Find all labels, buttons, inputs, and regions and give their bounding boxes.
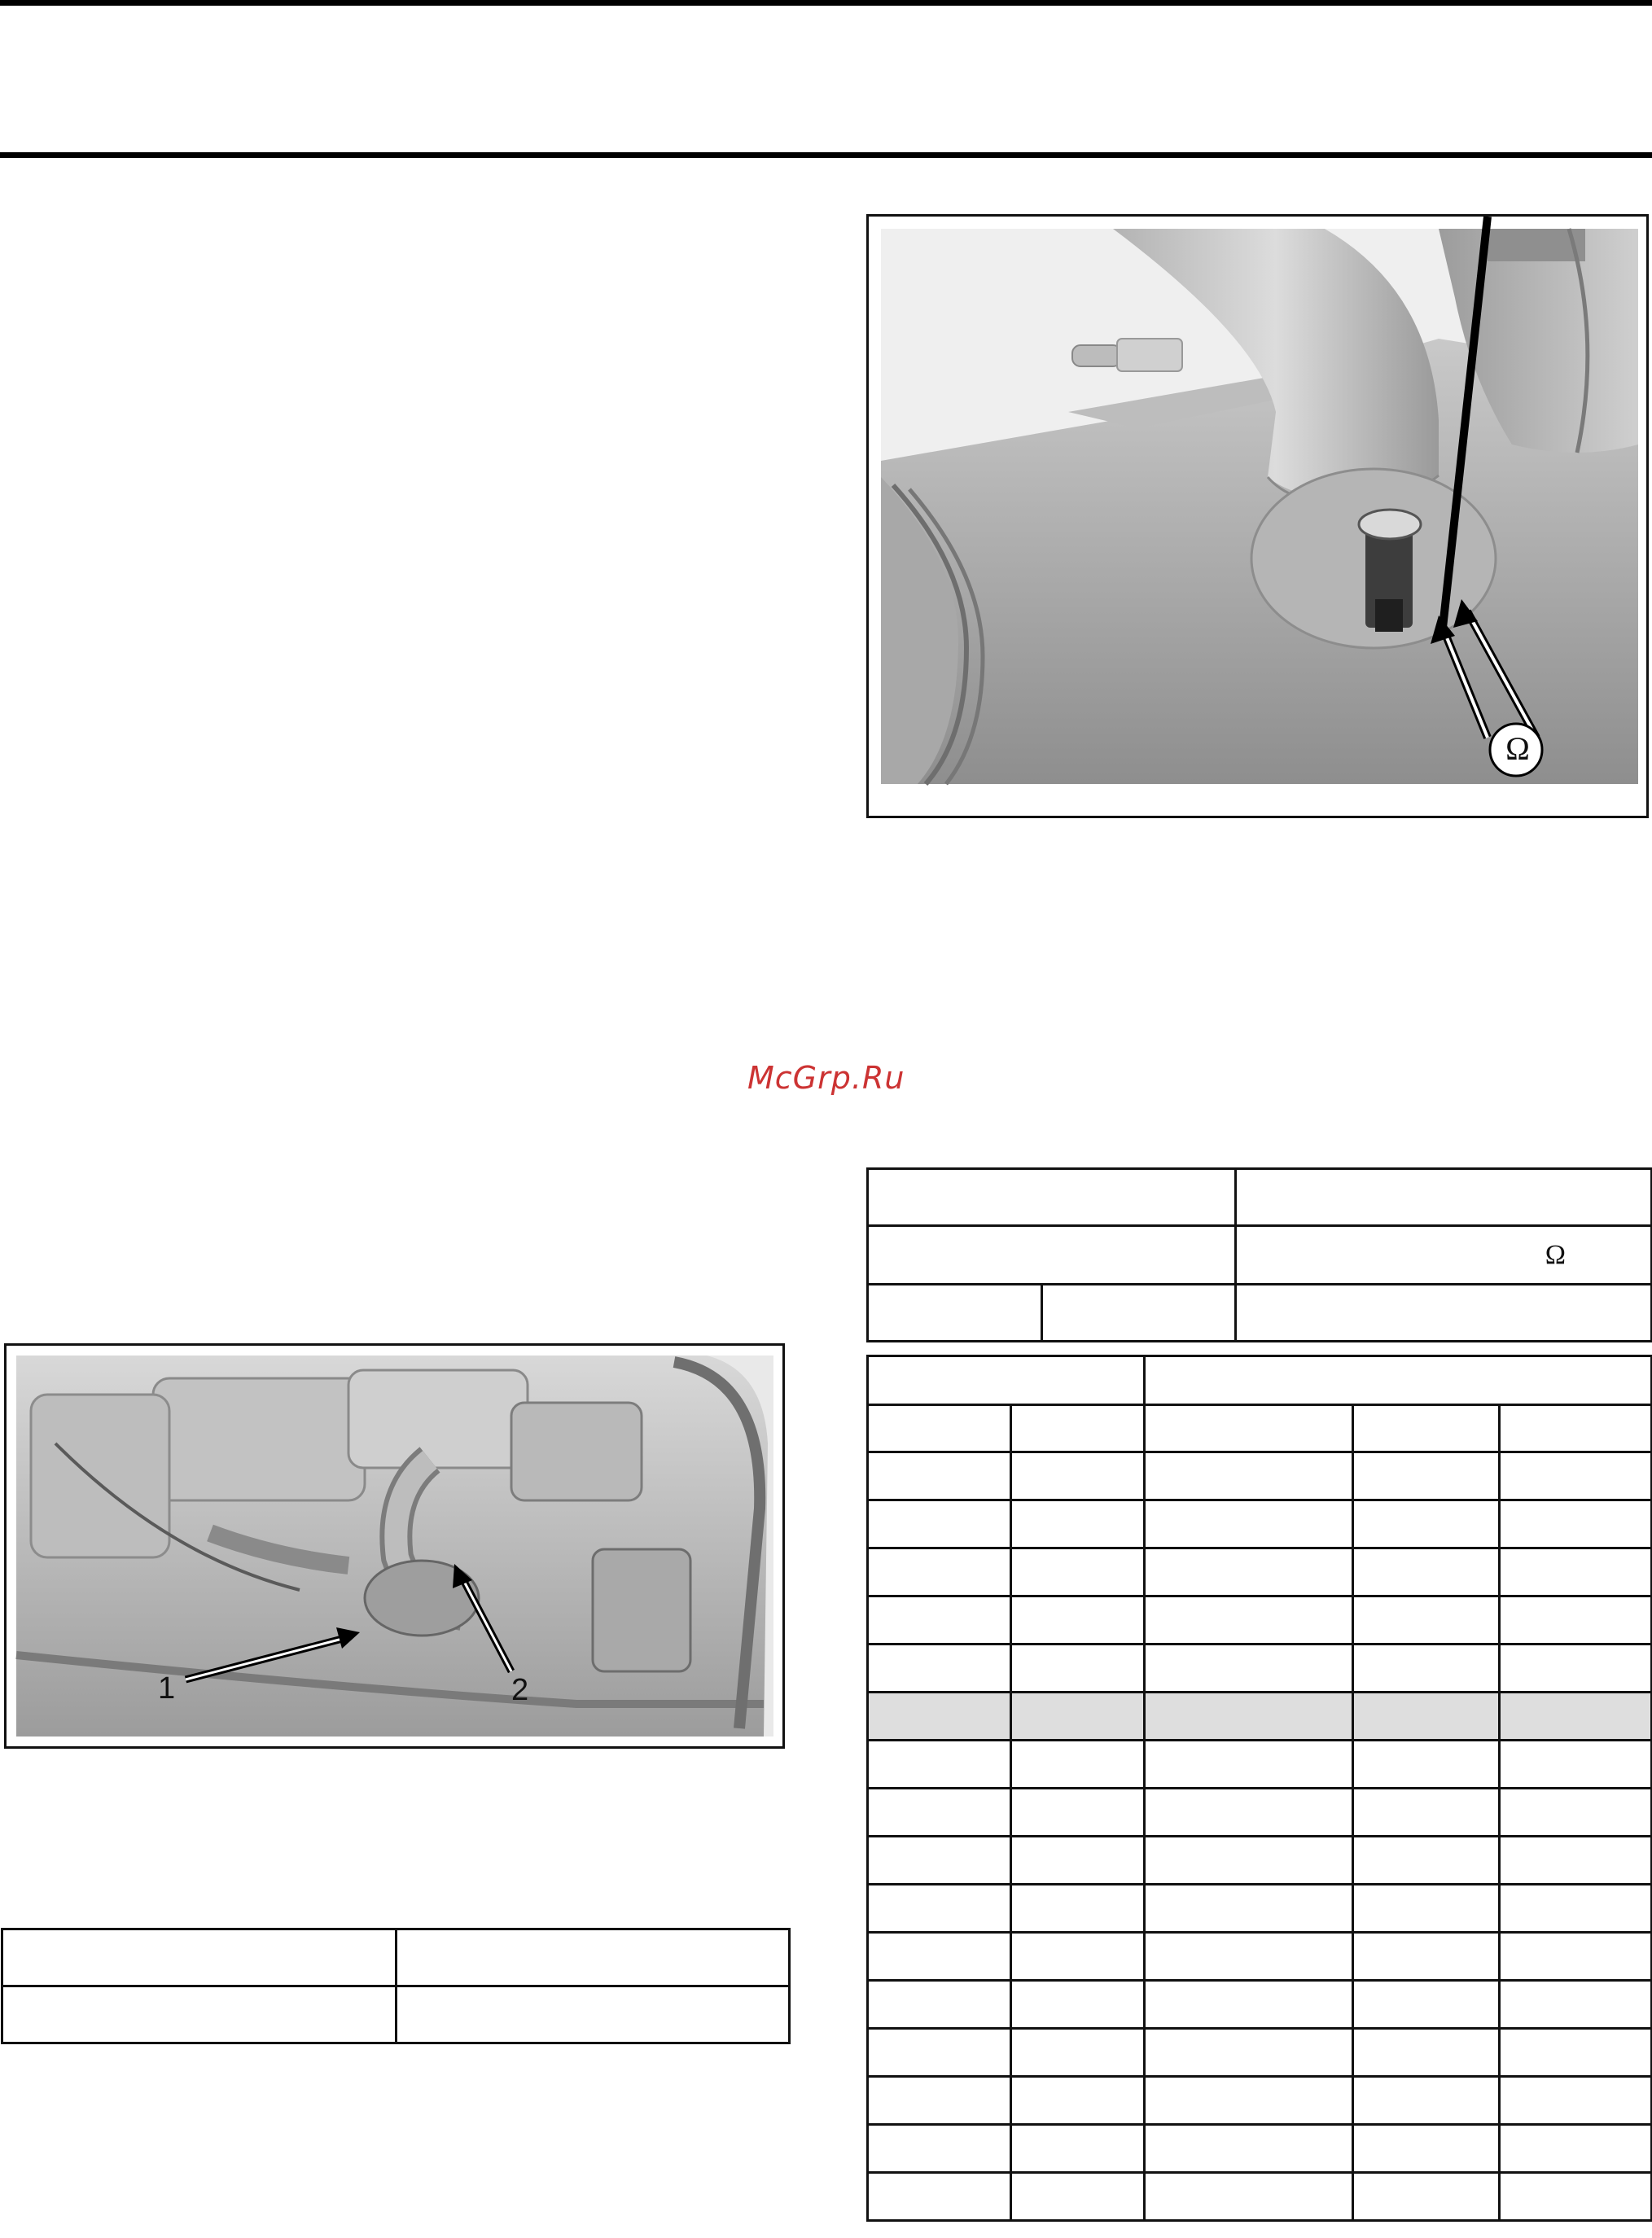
table-subheader-row [868,1405,1652,1452]
table-cell [1011,1645,1145,1693]
table-cell [1353,1981,1500,2029]
table-cell [1500,2077,1652,2125]
table-cell [1145,1837,1353,1885]
table-cell [868,1981,1011,2029]
table-row [868,1693,1652,1741]
table-cell [1145,2173,1353,2221]
table-row [868,1226,1652,1285]
table-cell [1011,1885,1145,1933]
table-cell [1353,1741,1500,1789]
table-cell [397,1929,790,1986]
table-cell [1145,1452,1353,1500]
table-cell [1145,1981,1353,2029]
table-cell [1500,1645,1652,1693]
table-row [868,1452,1652,1500]
table-row [868,1548,1652,1596]
table-cell [1500,1789,1652,1837]
table-cell [1145,2125,1353,2173]
table-cell [1353,2077,1500,2125]
table-cell [1353,1837,1500,1885]
table-cell [1145,2077,1353,2125]
table-cell [1145,1885,1353,1933]
table-cell [868,2029,1011,2077]
table-cell [1353,1645,1500,1693]
engine-bay-figure [4,1343,785,1749]
table-cell [1145,1693,1353,1741]
table-cell [868,1837,1011,1885]
header-cell [1500,1405,1652,1452]
table-cell [868,1596,1011,1645]
table-cell [1500,1500,1652,1548]
table-row [868,1789,1652,1837]
table-cell [1500,1885,1652,1933]
table-cell [1500,1596,1652,1645]
table-row [2,1986,790,2043]
header-top-rule [0,0,1652,6]
table-cell [868,1645,1011,1693]
header-cell [1011,1405,1145,1452]
table-cell [1011,2029,1145,2077]
table-row [868,2029,1652,2077]
callout-1-label: 1 [158,1671,176,1706]
table-row [868,1596,1652,1645]
table-cell [868,1741,1011,1789]
table-cell [1011,1741,1145,1789]
table-cell [1236,1169,1652,1226]
table-cell [1145,1596,1353,1645]
table-cell [1011,1693,1145,1741]
watermark: McGrp.Ru [747,1060,905,1096]
table-cell [868,1548,1011,1596]
table-cell [1353,2125,1500,2173]
table-cell [1011,1981,1145,2029]
table-cell [1145,1741,1353,1789]
header-bottom-rule [0,152,1652,158]
table-cell [868,1885,1011,1933]
header-cell [1145,1405,1353,1452]
table-cell [1500,1837,1652,1885]
table-row [868,2077,1652,2125]
table-row [868,2125,1652,2173]
table-cell [1353,1548,1500,1596]
table-cell [1011,1500,1145,1548]
table-cell [1353,2173,1500,2221]
table-row [868,1169,1652,1226]
table-cell [868,1285,1042,1342]
table-cell [397,1986,790,2043]
table-cell [1353,1452,1500,1500]
table-cell [2,1929,397,1986]
table-cell [1353,1500,1500,1548]
resistance-table [866,1355,1652,2222]
table-cell [1042,1285,1236,1342]
table-header-row [868,1356,1652,1405]
sensor-figure [866,214,1649,818]
header-cell [868,1356,1145,1405]
table-row [868,1285,1652,1342]
header-cell [868,1405,1011,1452]
table-row [2,1929,790,1986]
table-cell [2,1986,397,2043]
table-cell [1353,1885,1500,1933]
table-row [868,2173,1652,2221]
table-cell [1011,1452,1145,1500]
table-cell [1353,1789,1500,1837]
table-row [868,1837,1652,1885]
table-cell [1011,1933,1145,1981]
table-cell [868,2125,1011,2173]
table-cell [1353,1693,1500,1741]
table-cell [1500,1981,1652,2029]
table-cell [868,2173,1011,2221]
table-cell [868,1789,1011,1837]
table-row [868,1933,1652,1981]
table-cell [1500,2173,1652,2221]
table-cell [1353,1933,1500,1981]
table-cell [1145,1789,1353,1837]
table-cell [868,1169,1236,1226]
table-cell [868,1500,1011,1548]
ohm-callout-label: Ω [1505,730,1530,767]
table-cell [868,1452,1011,1500]
table-cell [1500,1933,1652,1981]
table-cell [1500,1693,1652,1741]
engine-bay-illustration [7,1346,782,1746]
table-cell [1353,2029,1500,2077]
spec-table-right [866,1167,1652,1342]
header-cell [1145,1356,1652,1405]
table-row [868,1741,1652,1789]
table-row [868,1981,1652,2029]
table-cell [1236,1285,1652,1342]
table-cell [868,1933,1011,1981]
table-cell [1500,1741,1652,1789]
table-cell [1500,1548,1652,1596]
table-cell [1500,2125,1652,2173]
table-cell [1145,1645,1353,1693]
header-cell [1353,1405,1500,1452]
table-cell [1011,1837,1145,1885]
table-cell [1145,1500,1353,1548]
table-cell [1011,1548,1145,1596]
table-cell [868,2077,1011,2125]
table-cell [1011,1789,1145,1837]
sensor-illustration [869,217,1646,816]
table-row [868,1645,1652,1693]
table-cell [1353,1596,1500,1645]
table-cell [1145,2029,1353,2077]
table-cell [1011,2173,1145,2221]
table-cell [868,1226,1236,1285]
table-cell [1011,2125,1145,2173]
spec-table-left [1,1928,791,2044]
table-cell [868,1693,1011,1741]
resistance-unit-cell: Ω [1236,1226,1652,1285]
callout-2-label: 2 [511,1673,529,1707]
table-row [868,1885,1652,1933]
table-row [868,1500,1652,1548]
table-cell [1500,1452,1652,1500]
table-cell [1011,2077,1145,2125]
table-cell [1500,2029,1652,2077]
table-cell [1145,1548,1353,1596]
table-cell [1011,1596,1145,1645]
table-cell [1145,1933,1353,1981]
